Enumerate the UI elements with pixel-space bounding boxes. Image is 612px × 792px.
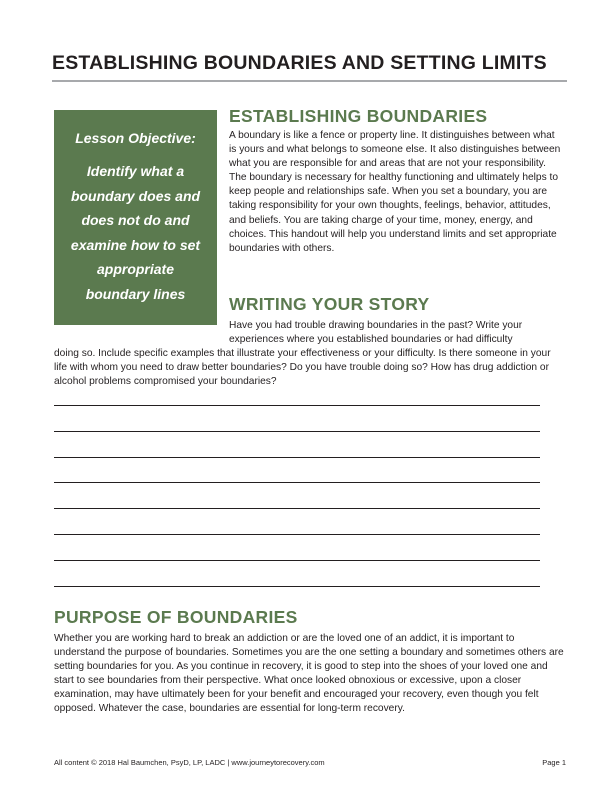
lesson-objective-box [54,110,217,325]
writing-your-story-body: doing so. Include specific examples that illustrate your effectiveness or your difficulty. Is there someone in your life with whom you need to draw better boundaries? Do you have trouble doing so? How has drug addiction or alcohol problems compromised your boundaries? [54,348,551,388]
writing-line[interactable] [54,431,540,432]
writing-line[interactable] [54,586,540,587]
purpose-of-boundaries-body: Whether you are working hard to break an addiction or are the loved one of an addict, it is important to understand the purpose of boundaries. Sometimes you are the one setting a boundary and sometimes others are setting boundaries for you. As you continue in recovery, it is good to step into the shoes of your loved one and start to see boundaries from their perspective. What once looked obnoxious or excessive, upon a closer examination, may have ultimately been for your benefit and encouraged your recovery, even though you felt opposed. Whatever the case, boundaries are essential for long-term recovery. [54,633,564,715]
writing-line[interactable] [54,482,540,483]
writing-line[interactable] [54,457,540,458]
lesson-objective-text: Identify what a boundary does and does not do and examine how to set appropriate boundary lines [70,163,201,302]
footer-copyright: All content © 2018 Hal Baumchen, PsyD, LP, LADC | www.journeytorecovery.com [54,758,325,767]
writing-line[interactable] [54,508,540,509]
writing-your-story-intro: Have you had trouble drawing boundaries in the past? Write your experiences where you established boundaries or had difficulty [229,320,523,346]
purpose-of-boundaries-heading: PURPOSE OF BOUNDARIES [54,607,298,627]
writing-line[interactable] [54,405,540,406]
establishing-boundaries-heading: ESTABLISHING BOUNDARIES [229,106,488,126]
writing-line[interactable] [54,560,540,561]
document-title: ESTABLISHING BOUNDARIES AND SETTING LIMITS [52,52,547,74]
title-divider [52,80,567,82]
page-number: Page 1 [542,758,566,767]
writing-your-story-heading: WRITING YOUR STORY [229,294,430,314]
establishing-boundaries-body: A boundary is like a fence or property line. It distinguishes between what is yours and what belongs to someone else. It also distinguishes between what you are responsible for and areas that are not your responsibility. The boundary is necessary for healthy functioning and ultimately helps to keep people and relationships safe. When you set a boundary, you are taking responsibility for your own thoughts, feelings, behavior, attitudes, and beliefs. You are taking charge of your time, money, energy, and choices. This handout will help you understand limits and set appropriate boundaries with others. [229,130,561,254]
lesson-objective-label: Lesson Objective: [75,130,196,146]
writing-line[interactable] [54,534,540,535]
writing-lines[interactable] [54,405,540,611]
